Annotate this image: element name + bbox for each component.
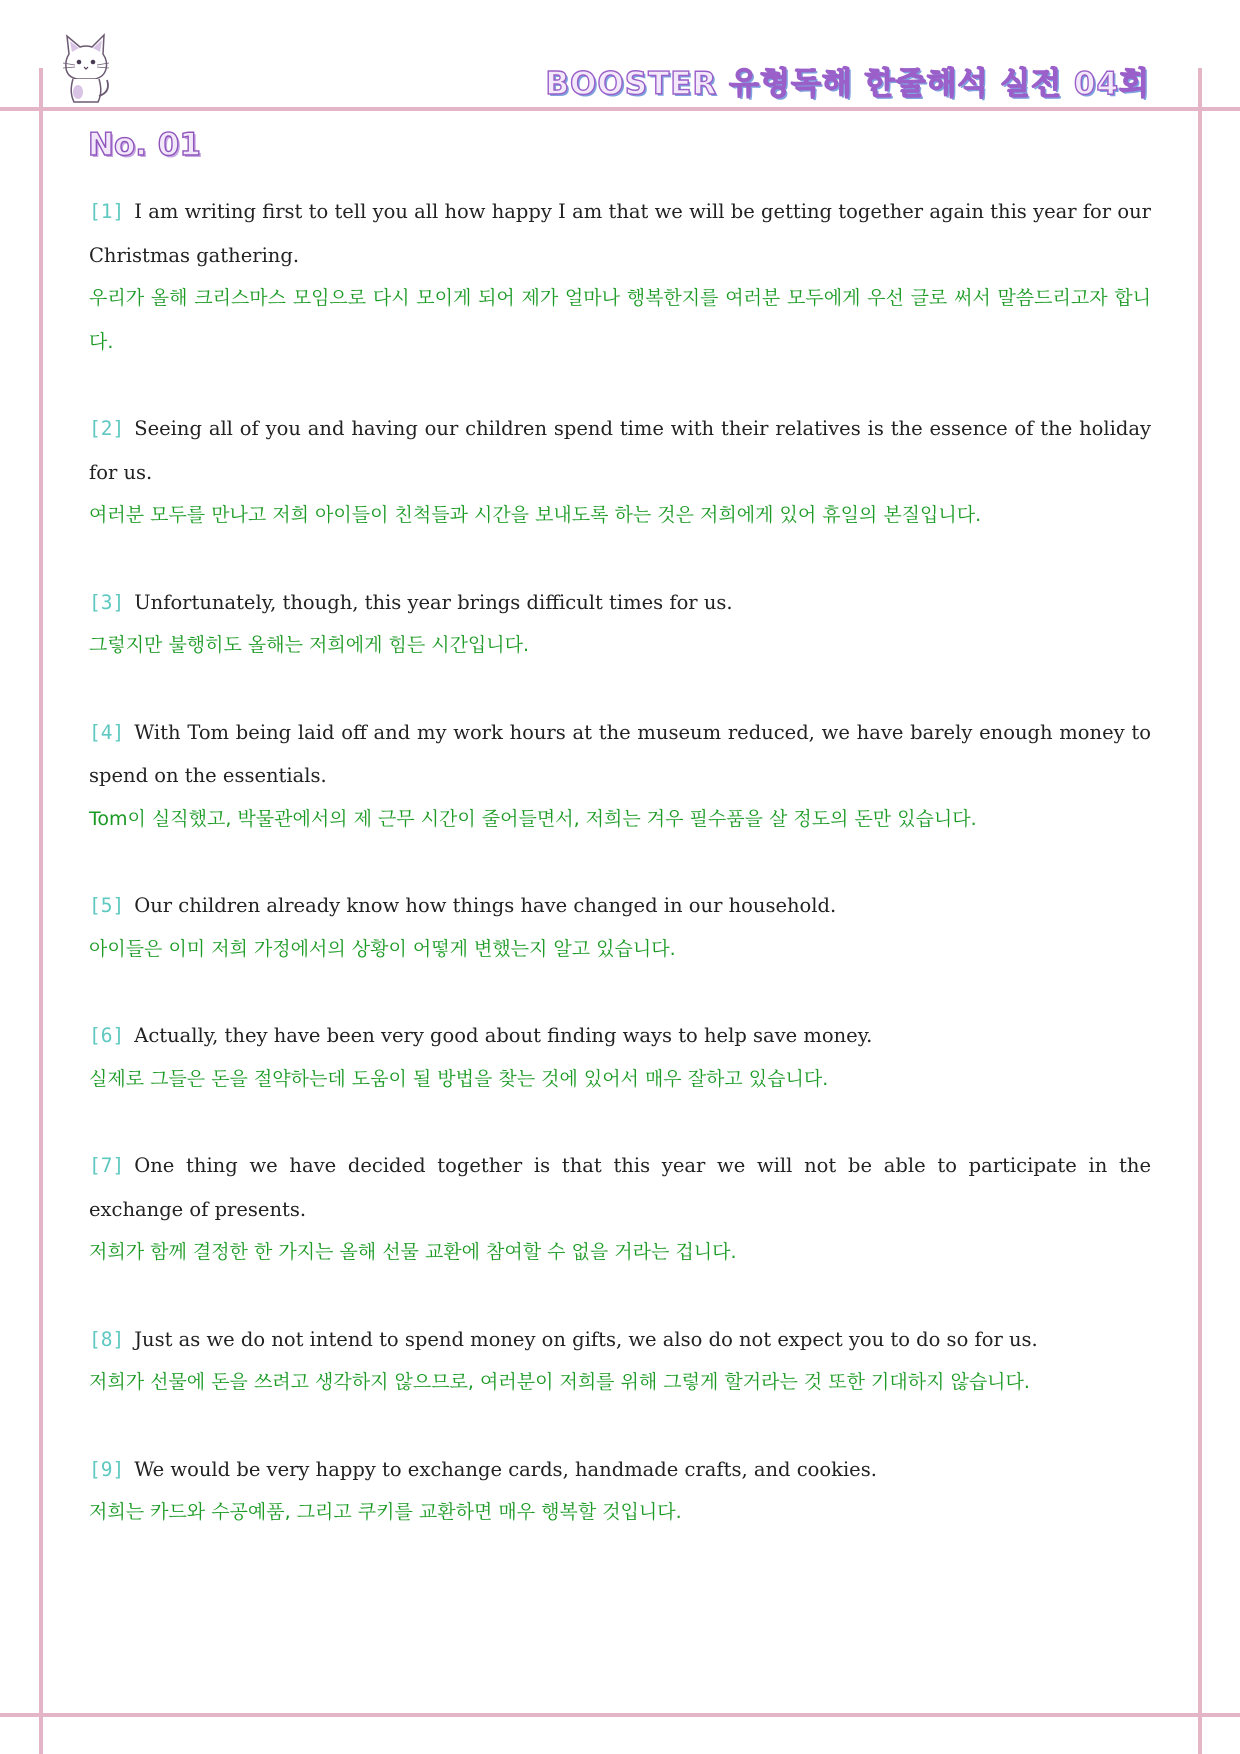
sentence-number: [9] <box>89 1457 125 1481</box>
sentence-number: [3] <box>89 590 125 614</box>
korean-translation: 여러분 모두를 만나고 저희 아이들이 친척들과 시간을 보내도록 하는 것은 저희에게 있어 휴일의 본질입니다. <box>89 504 982 526</box>
english-sentence <box>89 190 1151 277</box>
sentence-number: [7] <box>89 1154 125 1177</box>
korean-translation: 그렇지만 불행히도 올해는 저희에게 힘든 시간입니다. <box>89 634 530 656</box>
korean-translation: 저희는 카드와 수공예품, 그리고 쿠키를 교환하면 매우 행복할 것입니다. <box>89 1501 682 1523</box>
english-sentence <box>89 581 1151 625</box>
english-sentence <box>89 407 1151 494</box>
sentence-number: [8] <box>89 1327 125 1351</box>
english-sentence <box>89 1448 1151 1492</box>
sentence-number: [1] <box>89 200 125 223</box>
english-text: Seeing all of you and having our children spend time with their relatives is the essence of the holiday for us. <box>89 417 1151 484</box>
korean-translation: 아이들은 이미 저희 가정에서의 상황이 어떻게 변했는지 알고 있습니다. <box>89 937 676 960</box>
english-text: One thing we have decided together is that this year we will not be able to participate in the exchange of presents. <box>89 1154 1151 1221</box>
sentence-number: [2] <box>89 417 125 440</box>
korean-translation: 실제로 그들은 돈을 절약하는데 도움이 될 방법을 찾는 것에 있어서 매우 잘하고 있습니다. <box>89 1067 829 1090</box>
frame-right-line <box>1198 68 1202 1754</box>
english-sentence <box>89 1144 1151 1231</box>
sentence-number: [4] <box>89 720 125 744</box>
korean-translation: Tom이 실직했고, 박물관에서의 제 근무 시간이 줄어들면서, 저희는 겨우 필수품을 살 정도의 돈만 있습니다. <box>89 807 977 830</box>
korean-translation: 저희가 선물에 돈을 쓰려고 생각하지 않으므로, 여러분이 저희를 위해 그렇게 할거라는 것 또한 기대하지 않습니다. <box>89 1371 1030 1393</box>
english-sentence <box>89 1014 1151 1058</box>
sentence-number: [5] <box>89 894 125 917</box>
paragraph <box>89 1014 1151 1101</box>
english-text: With Tom being laid off and my work hours at the museum reduced, we have barely enough money to spend on the essentials. <box>89 720 1151 787</box>
english-sentence <box>89 1318 1151 1362</box>
paragraph <box>89 711 1151 842</box>
frame-top-line <box>0 107 1240 111</box>
frame-left-line <box>39 68 43 1754</box>
english-text: Unfortunately, though, this year brings difficult times for us. <box>134 590 733 614</box>
english-text: We would be very happy to exchange cards, handmade crafts, and cookies. <box>134 1457 877 1481</box>
section-title: No. 01 <box>88 127 201 163</box>
cat-icon <box>55 30 117 106</box>
english-sentence <box>89 711 1151 798</box>
passage <box>89 190 1151 1578</box>
english-text: Just as we do not intend to spend money on gifts, we also do not expect you to do so for us. <box>134 1327 1038 1351</box>
paragraph <box>89 1318 1151 1405</box>
paragraph <box>89 407 1151 538</box>
paragraph <box>89 190 1151 364</box>
header-title: BOOSTER 유형독해 한줄해석 실전 04회 <box>545 66 1150 102</box>
paragraph <box>89 1144 1151 1275</box>
paragraph <box>89 581 1151 668</box>
paragraph <box>89 884 1151 971</box>
korean-translation: 저희가 함께 결정한 한 가지는 올해 선물 교환에 참여할 수 없을 거라는 겁니다. <box>89 1241 737 1263</box>
english-text: Our children already know how things have changed in our household. <box>134 894 837 917</box>
frame-bottom-line <box>0 1713 1240 1717</box>
english-text: I am writing first to tell you all how happy I am that we will be getting together again this year for our Christmas gathering. <box>89 200 1151 267</box>
english-text: Actually, they have been very good about finding ways to help save money. <box>134 1024 873 1047</box>
sentence-number: [6] <box>89 1024 125 1047</box>
paragraph <box>89 1448 1151 1535</box>
korean-translation: 우리가 올해 크리스마스 모임으로 다시 모이게 되어 제가 얼마나 행복한지를 여러분 모두에게 우선 글로 써서 말씀드리고자 합니다. <box>89 287 1151 353</box>
english-sentence <box>89 884 1151 928</box>
